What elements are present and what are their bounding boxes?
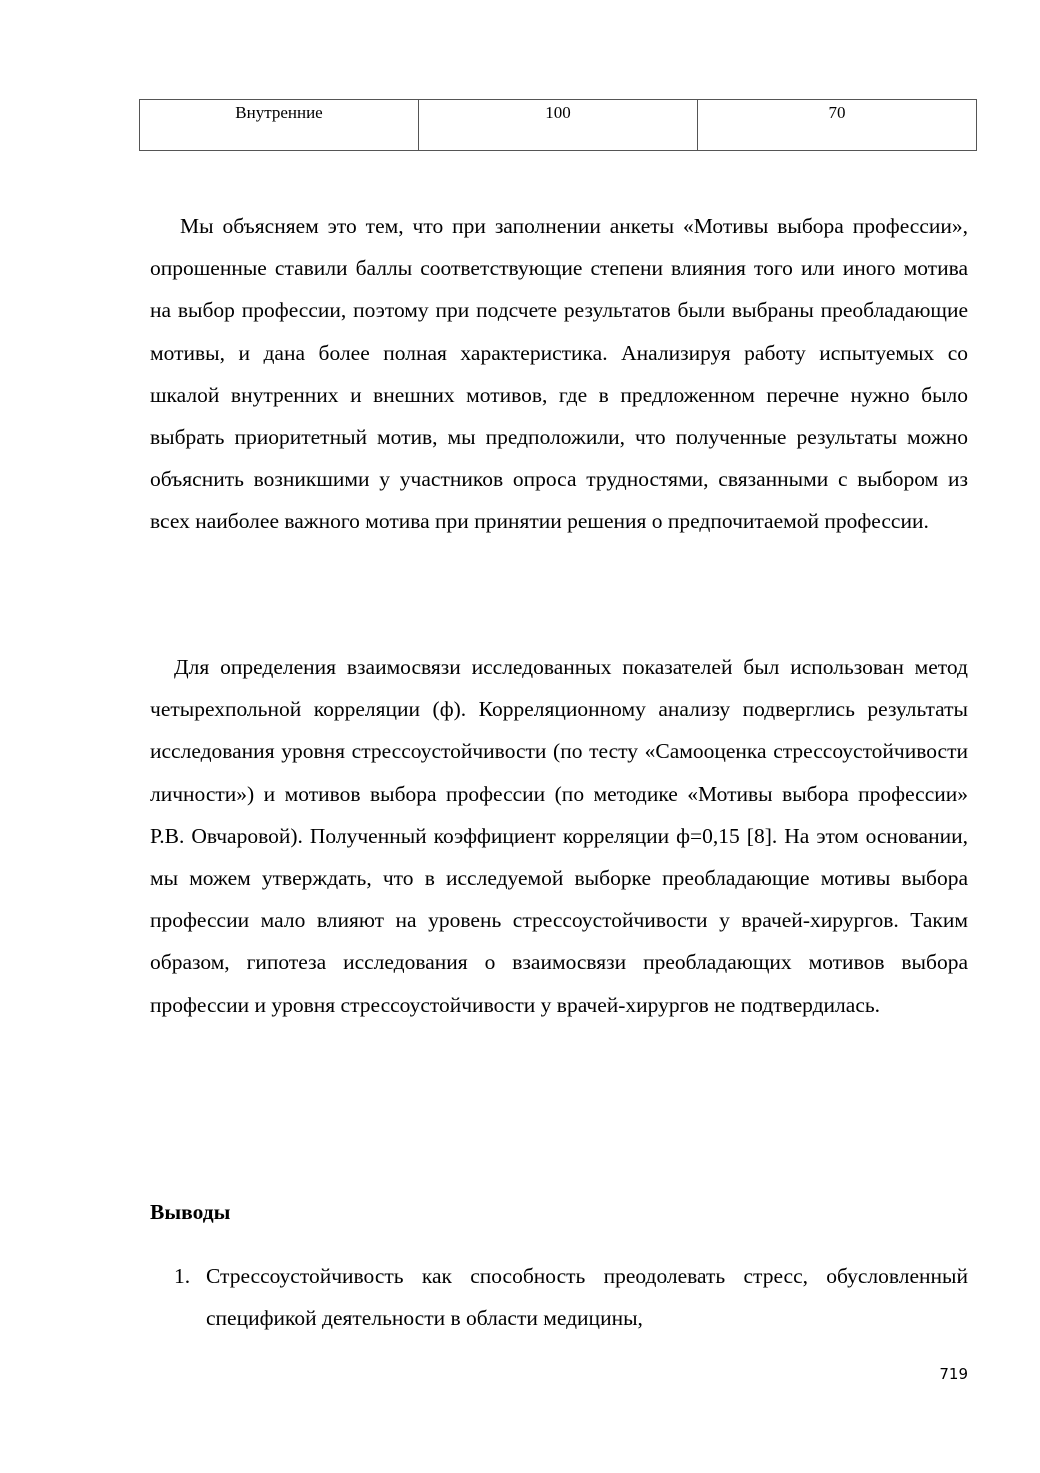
list-item-number: 1. — [174, 1264, 191, 1288]
paragraph-explanation: Мы объясняем это тем, что при заполнении анкеты «Мотивы выбора профессии», опрошенные ставили баллы соответствующие степени влияния того или иного мотива на выбор профессии, поэтому при подсчете результатов были выбраны преобладающие мотивы, и дана более полная характеристика. Анализируя работу испытуемых со шкалой внутренних и внешних мотивов, где в предложенном перечне нужно было выбрать приоритетный мотив, мы предположили, что полученные результаты можно объяснить возникшими у участников опроса трудностями, связанными с выбором из всех наиболее важного мотива при принятии решения о предпочитаемой профессии. — [150, 214, 968, 534]
conclusions-heading: Выводы — [150, 1200, 231, 1224]
table-cell-motive-type: Внутренние — [140, 100, 419, 151]
list-item — [174, 1255, 968, 1339]
table-cell-value-1: 100 — [419, 100, 698, 151]
list-item-text: Стрессоустойчивость как способность преодолевать стресс, обусловленный спецификой деятельности в области медицины, — [206, 1264, 968, 1331]
results-table-fragment — [139, 99, 977, 151]
table-cell-value-2: 70 — [698, 100, 977, 151]
paragraph-correlation: Для определения взаимосвязи исследованных показателей был использован метод четырехпольной корреляции (ф). Корреляционному анализу подверглись результаты исследования уровня стрессоустойчивости (по тесту «Самооценка стрессоустойчивости личности») и мотивов выбора профессии (по методике «Мотивы выбора профессии» Р.В. Овчаровой). Полученный коэффициент корреляции ф=0,15 [8]. На этом основании, мы можем утверждать, что в исследуемой выборке преобладающие мотивы выбора профессии мало влияют на уровень стрессоустойчивости у врачей-хирургов. Таким образом, гипотеза исследования о взаимосвязи преобладающих мотивов выбора профессии и уровня стрессоустойчивости у врачей-хирургов не подтвердилась. — [150, 655, 968, 1017]
page-number: 719 — [939, 1365, 968, 1383]
table-row — [140, 100, 977, 151]
